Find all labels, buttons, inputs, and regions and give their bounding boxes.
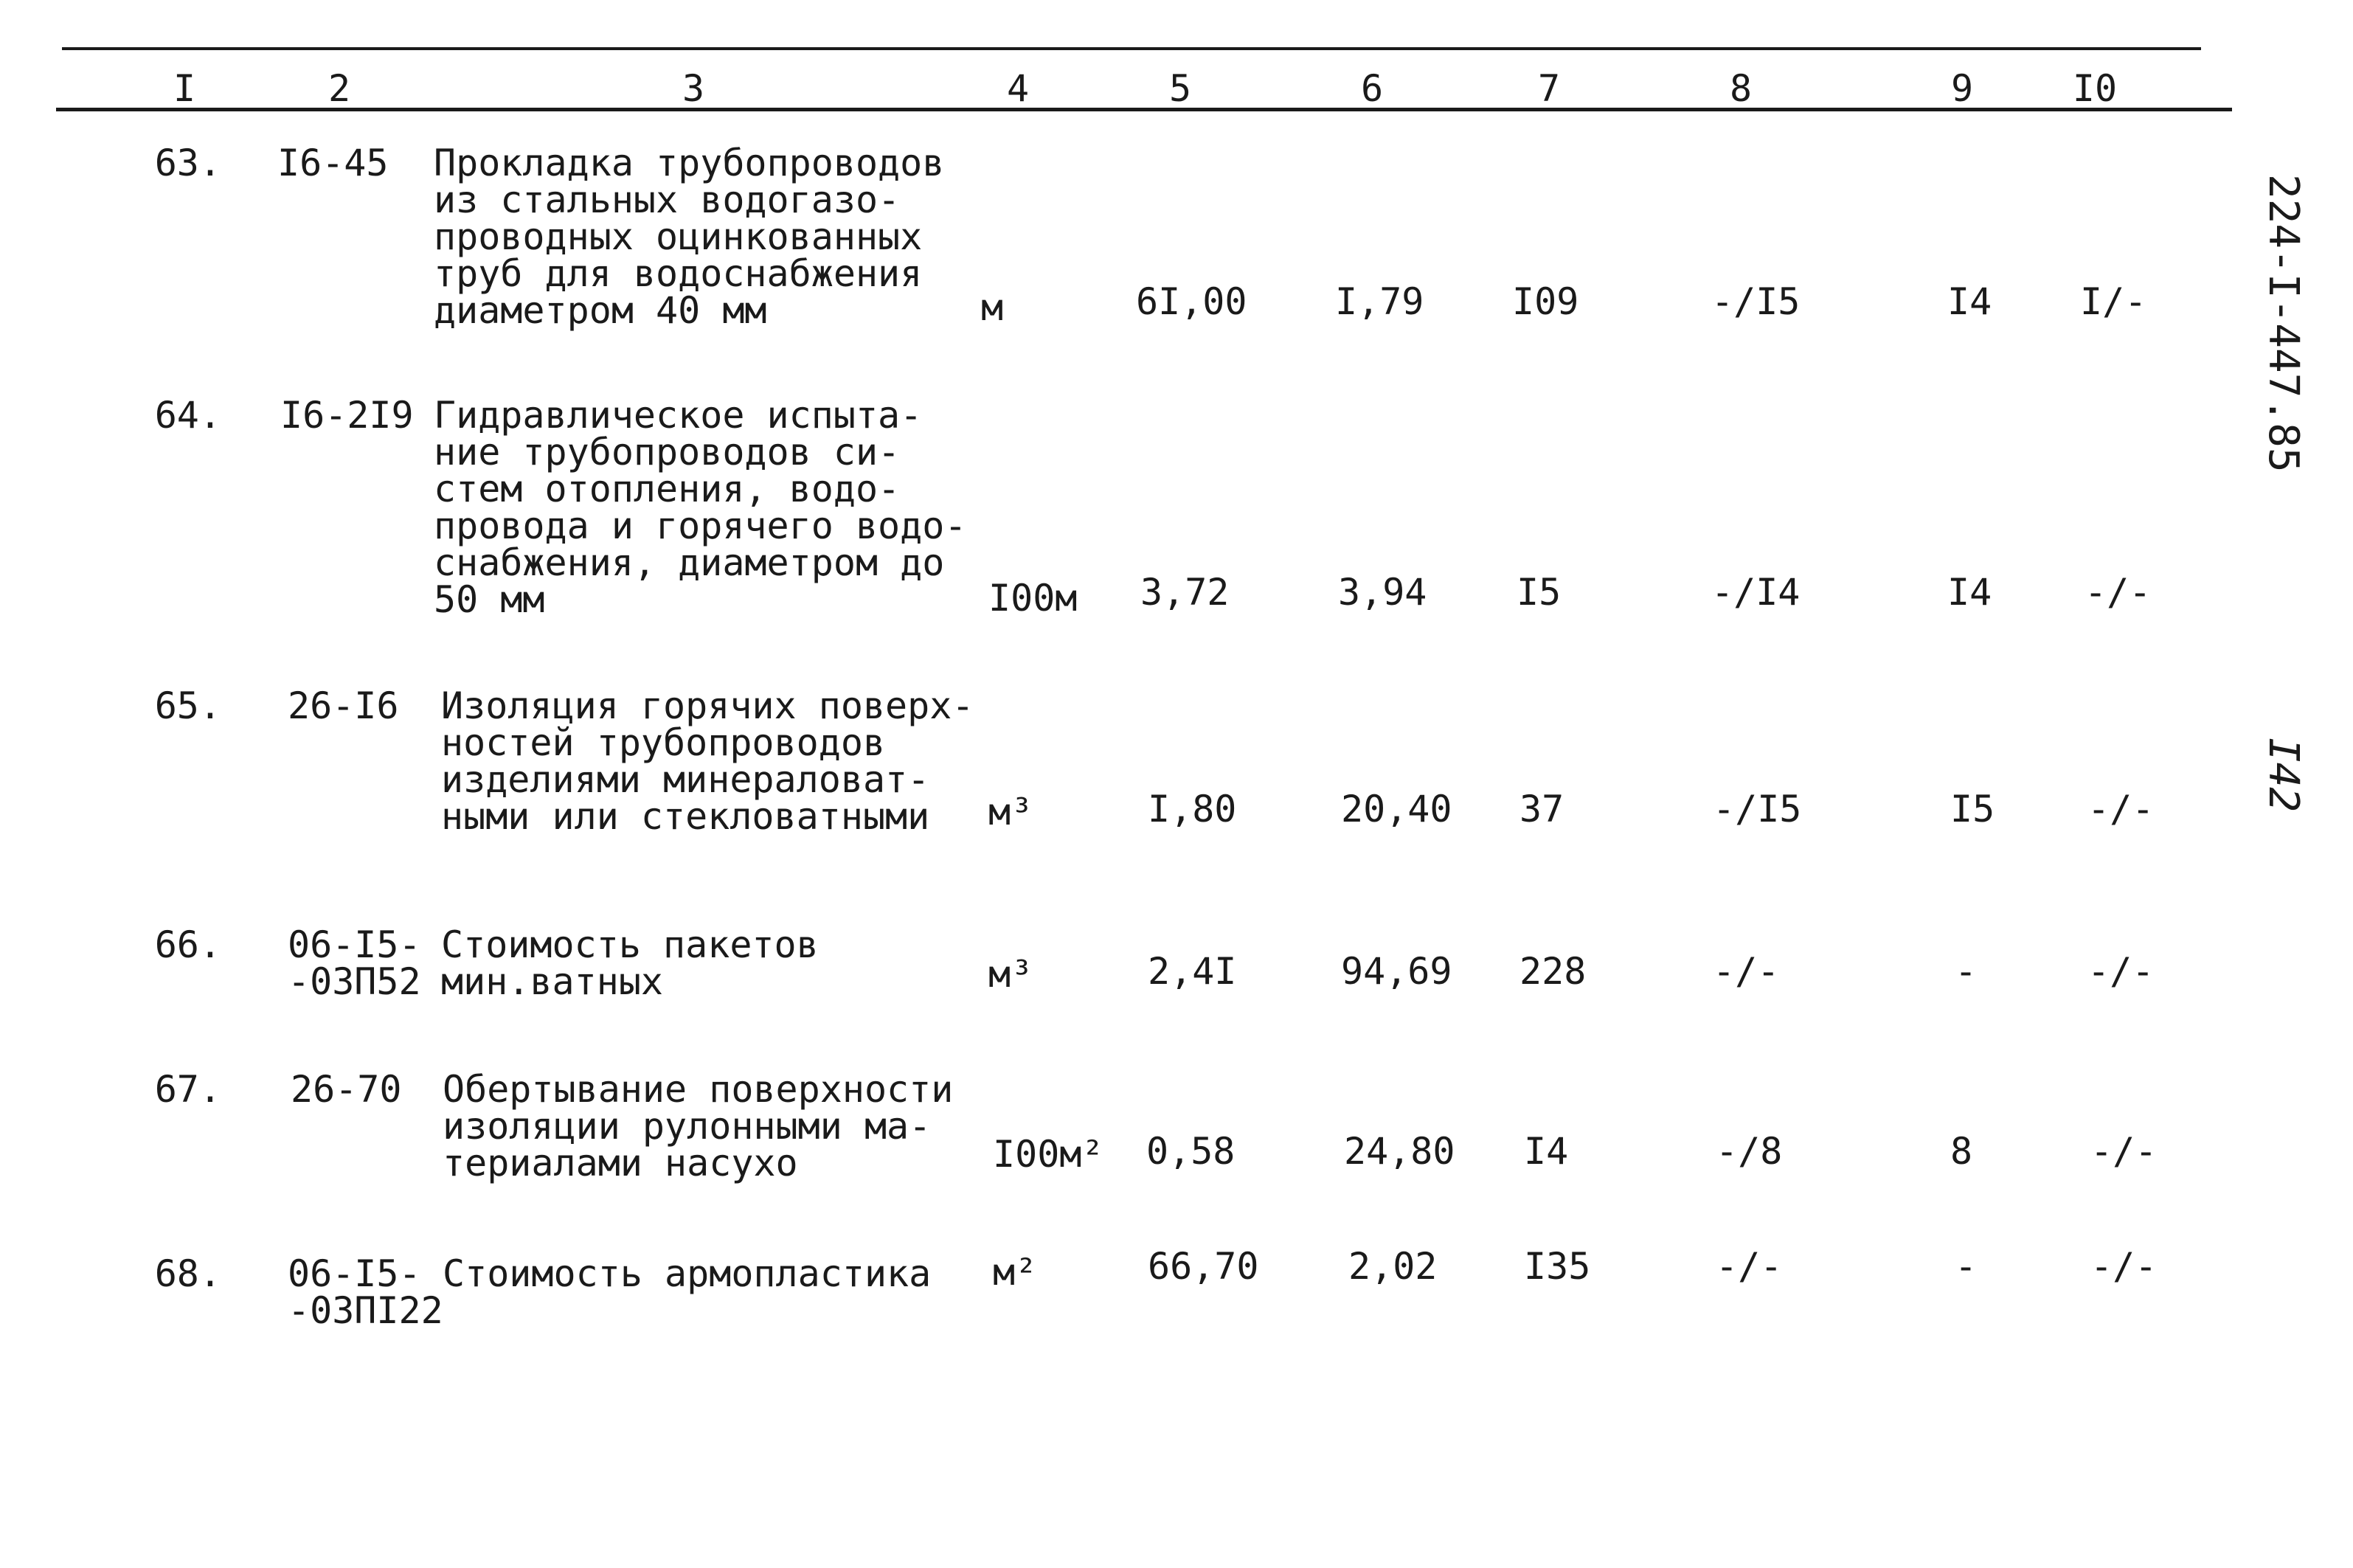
col-10-value: -/- [2087,788,2155,830]
column-header-10: I0 [2072,67,2118,110]
unit-price: I,79 [1335,280,1424,323]
quantity: 6I,00 [1136,280,1247,323]
col-9-value: I5 [1950,788,1995,830]
norm-code: 06-I5- -03ПI22 [288,1252,443,1332]
col-9-value: I4 [1947,571,1992,614]
total-cost: I4 [1524,1130,1569,1173]
quantity: 2,4I [1148,950,1237,993]
column-header-1: I [173,67,196,110]
col-9-value: 8 [1950,1130,1973,1173]
quantity: I,80 [1148,788,1237,830]
unit: I00м² [993,1133,1104,1176]
col-8-value: -/8 [1716,1130,1783,1173]
document-number: 224-I-447.85 [2259,174,2307,473]
column-header-8: 8 [1729,67,1753,110]
column-header-2: 2 [328,67,351,110]
col-8-value: -/I5 [1713,788,1802,830]
column-header-7: 7 [1537,67,1561,110]
norm-code: I6-2I9 [280,394,414,437]
col-10-value: -/- [2087,950,2155,993]
unit: м² [993,1251,1038,1294]
unit: м³ [988,953,1033,996]
work-description: Стоимость армопластика [443,1252,932,1295]
col-10-value: I/- [2080,280,2147,323]
norm-code: 26-70 [291,1068,402,1111]
col-10-value: -/- [2090,1245,2158,1288]
column-header-5: 5 [1168,67,1192,110]
work-description: Изоляция горячих поверх- ностей трубопроводов изделиями минераловат- ными или стекловатными [441,684,974,838]
unit-price: 24,80 [1344,1130,1455,1173]
col-10-value: -/- [2090,1130,2158,1173]
work-description: Обертывание поверхности изоляции рулонными ма- териалами насухо [443,1068,954,1184]
col-9-value: I4 [1947,280,1992,323]
col-9-value: - [1955,1245,1978,1288]
col-8-value: -/- [1716,1245,1783,1288]
unit: м [981,286,1004,329]
row-number: 65. [154,684,221,727]
quantity: 66,70 [1148,1245,1259,1288]
total-cost: I5 [1517,571,1562,614]
unit-price: 20,40 [1341,788,1452,830]
total-cost: 228 [1519,950,1587,993]
row-number: 66. [154,923,221,966]
work-description: Гидравлическое испыта- ние трубопроводов си- стем отопления, водо- провода и горячего водо- снабжения, диаметром до 50 мм [434,394,967,621]
norm-code: I6-45 [277,142,389,184]
row-number: 68. [154,1252,221,1295]
col-8-value: -/I5 [1711,280,1801,323]
total-cost: 37 [1519,788,1564,830]
col-9-value: - [1955,950,1978,993]
work-description: Прокладка трубопроводов из стальных водогазо- проводных оцинкованных труб для водоснабжения диаметром 40 мм [434,142,945,332]
col-8-value: -/- [1713,950,1780,993]
total-cost: I09 [1512,280,1579,323]
row-number: 63. [154,142,221,184]
column-header-3: 3 [682,67,705,110]
work-description: Стоимость пакетов мин.ватных [441,923,819,1003]
unit-price: 2,02 [1348,1245,1438,1288]
page-number: I42 [2259,738,2307,813]
unit-price: 3,94 [1338,571,1427,614]
total-cost: I35 [1524,1245,1591,1288]
column-header-4: 4 [1006,67,1030,110]
row-number: 67. [154,1068,221,1111]
header-top-rule [62,47,2201,50]
column-header-6: 6 [1360,67,1384,110]
unit-price: 94,69 [1341,950,1452,993]
column-header-9: 9 [1950,67,1974,110]
quantity: 0,58 [1146,1130,1236,1173]
quantity: 3,72 [1140,571,1230,614]
norm-code: 06-I5- -03П52 [288,923,421,1003]
unit: I00м [988,577,1078,620]
norm-code: 26-I6 [288,684,399,727]
unit: м³ [988,791,1033,833]
col-10-value: -/- [2085,571,2152,614]
col-8-value: -/I4 [1711,571,1801,614]
row-number: 64. [154,394,221,437]
